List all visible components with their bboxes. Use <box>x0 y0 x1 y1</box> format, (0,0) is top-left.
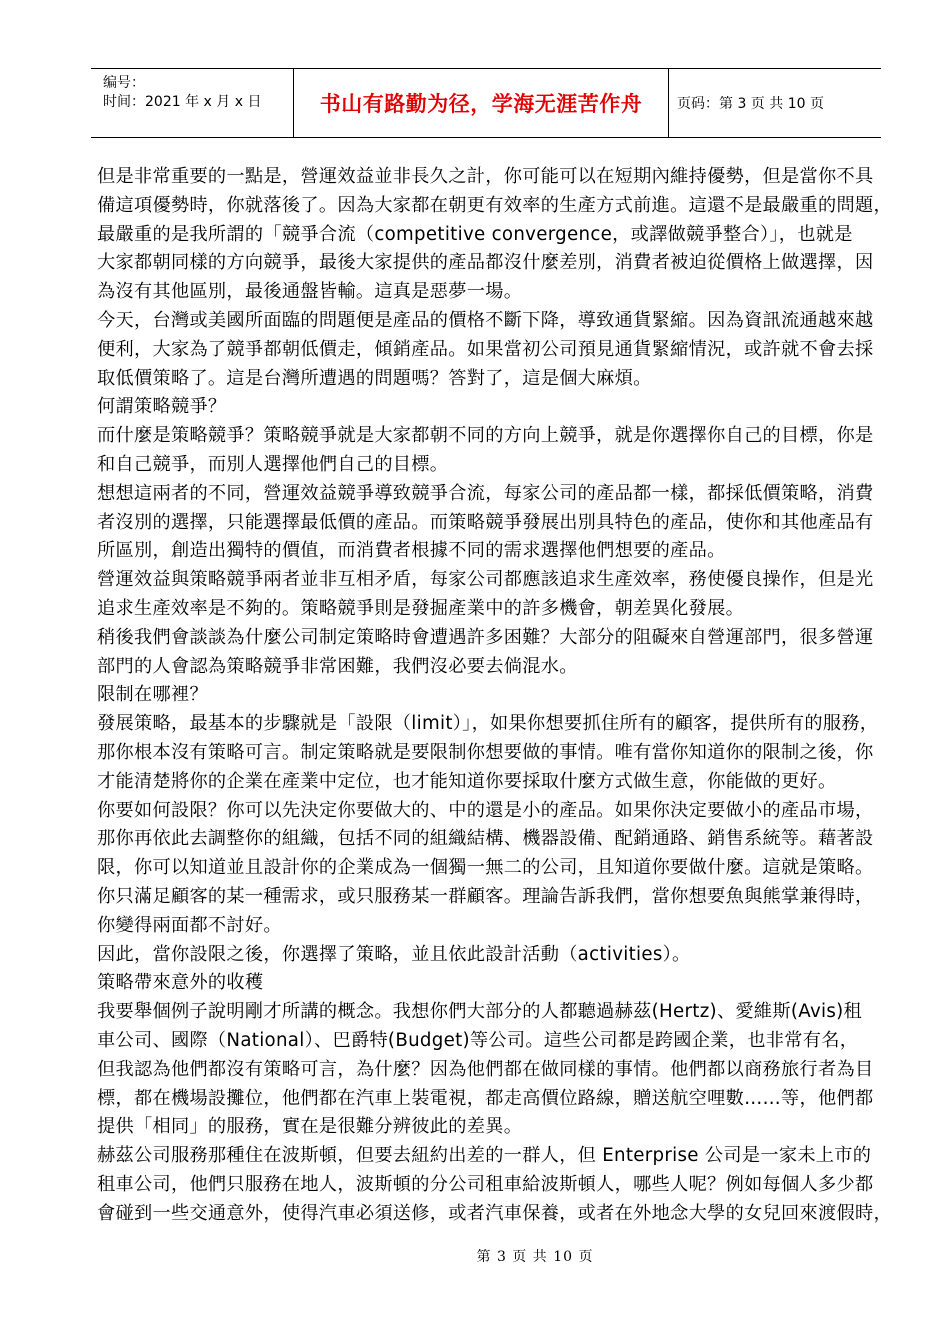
body-line: 所區別，創造出獨特的價值，而消費者根據不同的需求選擇他們想要的產品。 <box>97 540 726 562</box>
body-line: 標，都在機場設攤位，他們都在汽車上裝電視，都走高價位路線，贈送航空哩數……等，他們都 <box>97 1087 874 1109</box>
body-line: 那你根本沒有策略可言。制定策略就是要限制你想要做的事情。唯有當你知道你的限制之後，你 <box>97 741 874 763</box>
page-header <box>91 68 881 138</box>
body-line: 會碰到一些交通意外，使得汽車必須送修，或者汽車保養，或者在外地念大學的女兒回來渡假時， <box>97 1202 892 1224</box>
body-line: 我要舉個例子說明剛才所講的概念。我想你們大部分的人都聽過赫茲(Hertz)、愛維斯(Avis)租 <box>97 1001 863 1023</box>
body-line: 便利，大家為了競爭都朝低價走，傾銷產品。如果當初公司預見通貨緊縮情況，或許就不會去採 <box>97 338 874 360</box>
header-meta-cell <box>91 69 293 137</box>
body-line: 而什麼是策略競爭？策略競爭就是大家都朝不同的方向上競爭，就是你選擇你自己的目標，你是 <box>97 425 874 447</box>
body-line: 你要如何設限？你可以先決定你要做大的、中的還是小的產品。如果你決定要做小的產品市場， <box>97 799 874 821</box>
section-heading: 限制在哪裡？ <box>97 684 208 706</box>
header-page-cell <box>669 69 881 137</box>
body-line: 赫茲公司服務那種住在波斯頓，但要去紐約出差的一群人，但 Enterprise 公司是一家未上市的 <box>97 1145 872 1167</box>
header-motto-cell <box>293 69 669 137</box>
page-footer: 第 3 页 共 10 页 <box>476 1249 594 1265</box>
body-line: 為沒有其他區別，最後通盤皆輸。這真是惡夢一場。 <box>97 281 523 303</box>
body-line: 最嚴重的是我所謂的「競爭合流（competitive convergence，或譯做競爭整合）」，也就是 <box>97 223 853 245</box>
section-heading: 何謂策略競爭？ <box>97 396 227 418</box>
body-line: 備這項優勢時，你就落後了。因為大家都在朝更有效率的生產方式前進。這還不是最嚴重的問題， <box>97 194 892 216</box>
body-line: 但我認為他們都沒有策略可言，為什麼？因為他們都在做同樣的事情。他們都以商務旅行者為目 <box>97 1058 874 1080</box>
body-line: 但是非常重要的一點是，營運效益並非長久之計，你可能可以在短期內維持優勢，但是當你不具 <box>97 166 874 187</box>
body-line: 租車公司，他們只服務在地人，波斯頓的分公司租車給波斯頓人，哪些人呢？例如每個人多少都 <box>97 1173 874 1195</box>
body-line: 大家都朝同樣的方向競爭，最後大家提供的產品都沒什麼差別，消費者被迫從價格上做選擇，因 <box>97 252 874 274</box>
body-line: 稍後我們會談談為什麼公司制定策略時會遭遇許多困難？大部分的阻礙來自營運部門，很多營運 <box>97 626 874 648</box>
document-time-label: 时间：2021 年 x 月 x 日 <box>103 94 262 110</box>
body-line: 提供「相同」的服務，實在是很難分辨彼此的差異。 <box>97 1116 523 1138</box>
body-line: 那你再依此去調整你的組織，包括不同的組織結構、機器設備、配銷通路、銷售系統等。藉著設 <box>97 828 874 850</box>
body-line: 你變得兩面都不討好。 <box>97 914 282 936</box>
body-line: 追求生產效率是不夠的。策略競爭則是發掘產業中的許多機會，朝差異化發展。 <box>97 597 745 619</box>
document-body <box>97 163 927 1228</box>
body-line: 才能清楚將你的企業在產業中定位，也才能知道你要採取什麼方式做生意，你能做的更好。 <box>97 770 837 792</box>
body-line: 你只滿足顧客的某一種需求，或只服務某一群顧客。理論告訴我們，當你想要魚與熊掌兼得時， <box>97 885 874 907</box>
body-line: 取低價策略了。這是台灣所遭遇的問題嗎？答對了，這是個大麻煩。 <box>97 367 652 389</box>
header-page-number: 页码：第 3 页 共 10 页 <box>677 96 824 112</box>
body-line: 想想這兩者的不同，營運效益競爭導致競爭合流，每家公司的產品都一樣，都採低價策略，消費 <box>97 482 874 504</box>
body-line: 限，你可以知道並且設計你的企業成為一個獨一無二的公司，且知道你要做什麼。這就是策略。 <box>97 857 874 879</box>
body-line: 和自己競爭，而別人選擇他們自己的目標。 <box>97 453 449 475</box>
body-line: 因此，當你設限之後，你選擇了策略，並且依此設計活動（activities）。 <box>97 943 691 965</box>
body-line: 車公司、國際（National）、巴爵特(Budget)等公司。這些公司都是跨國企業，也非常有名， <box>97 1029 859 1051</box>
body-line: 者沒別的選擇，只能選擇最低價的產品。而策略競爭發展出別具特色的產品，使你和其他產品有 <box>97 511 874 533</box>
document-number-label: 编号： <box>103 75 145 91</box>
header-motto: 书山有路勤为径，学海无涯苦作舟 <box>319 91 643 116</box>
body-line: 部門的人會認為策略競爭非常困難，我們沒必要去倘混水。 <box>97 655 578 677</box>
body-line: 營運效益與策略競爭兩者並非互相矛盾，每家公司都應該追求生產效率，務使優良操作，但是光 <box>97 569 874 591</box>
section-heading: 策略帶來意外的收穫 <box>97 972 264 994</box>
body-line: 今天，台灣或美國所面臨的問題便是產品的價格不斷下降，導致通貨緊縮。因為資訊流通越來越 <box>97 309 874 331</box>
body-line: 發展策略，最基本的步驟就是「設限（limit）」，如果你想要抓住所有的顧客，提供所有的服務， <box>97 713 879 735</box>
